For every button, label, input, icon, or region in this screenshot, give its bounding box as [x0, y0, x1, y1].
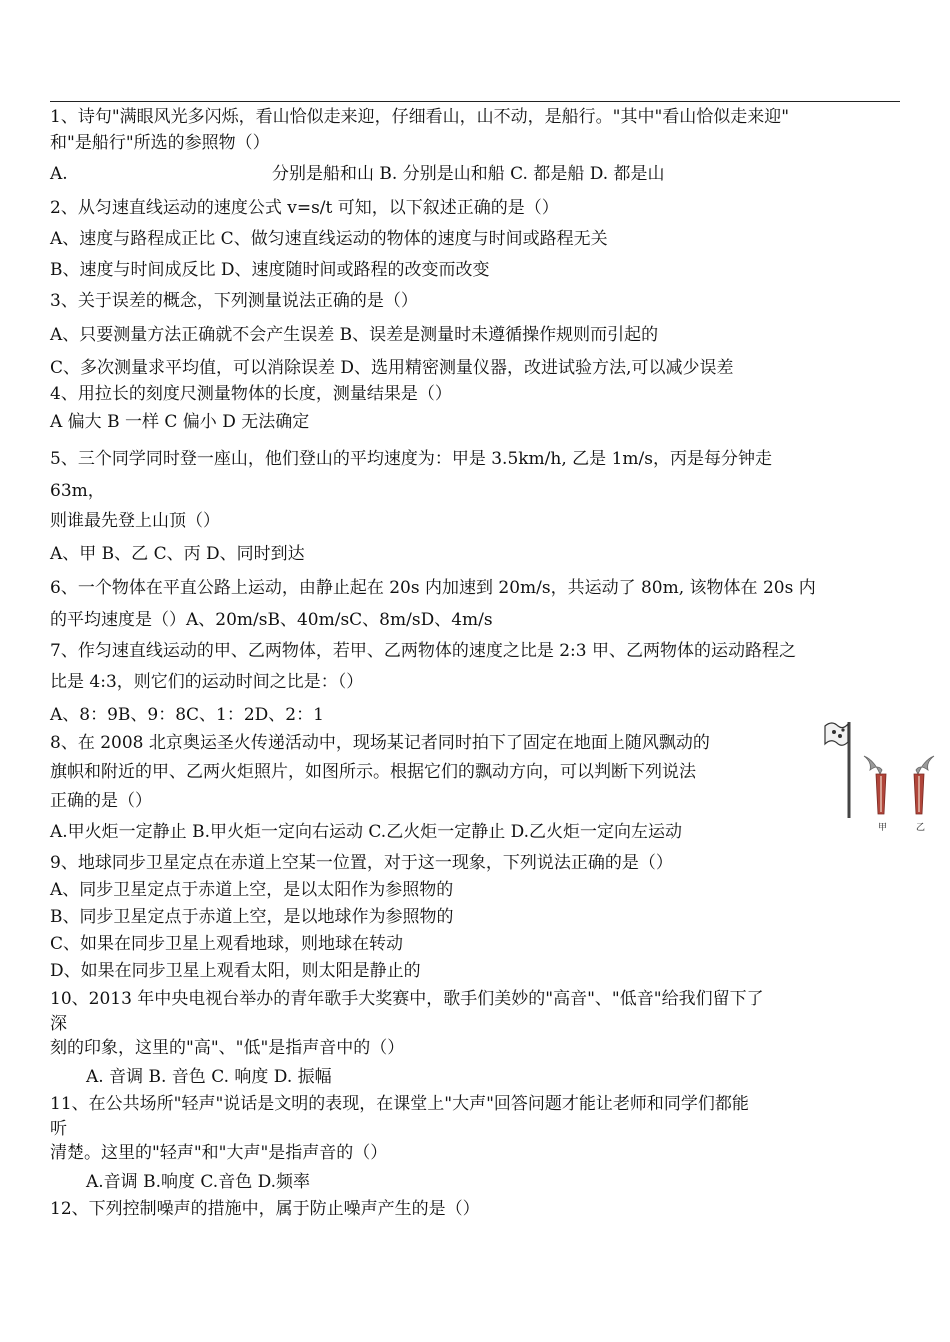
q11-stem-cont: 清楚。这里的"轻声"和"大声"是指声音的（） [50, 1143, 388, 1163]
q8-stem-cont: 旗帜和附近的甲、乙两火炬照片，如图所示。根据它们的飘动方向，可以判断下列说法 [50, 762, 696, 782]
q3-options-cd: C、多次测量求平均值，可以消除误差 D、选用精密测量仪器，改进试验方法,可以减少误差 [50, 358, 734, 378]
q8-stem: 8、在 2008 北京奥运圣火传递活动中，现场某记者同时拍下了固定在地面上随风飘动的 [50, 733, 710, 753]
q10-stem-wrap: 深 [50, 1014, 67, 1034]
q9-stem: 9、地球同步卫星定点在赤道上空某一位置，对于这一现象，下列说法正确的是（） [50, 853, 673, 873]
q10-stem-cont: 刻的印象，这里的"高"、"低"是指声音中的（） [50, 1038, 405, 1058]
q12-stem: 12、下列控制噪声的措施中，属于防止噪声产生的是（） [50, 1199, 480, 1219]
q6-stem-options: 的平均速度是（）A、20m/sB、40m/sC、8m/sD、4m/s [50, 610, 493, 630]
q7-options: A、8：9B、9：8C、1：2D、2：1 [50, 705, 324, 725]
header-rule [50, 101, 900, 102]
q9-option-b: B、同步卫星定点于赤道上空，是以地球作为参照物的 [50, 907, 454, 927]
q11-options: A.音调 B.响度 C.音色 D.频率 [86, 1172, 311, 1192]
q3-stem: 3、关于误差的概念，下列测量说法正确的是（） [50, 291, 418, 311]
q9-option-a: A、同步卫星定点于赤道上空，是以太阳作为参照物的 [50, 880, 454, 900]
label-yi: 乙 [916, 823, 926, 833]
q11-stem: 11、在公共场所"轻声"说话是文明的表现，在课堂上"大声"回答问题才能让老师和同学们都能 [50, 1094, 749, 1114]
q1-stem-cont: 和"是船行"所选的参照物（） [50, 133, 270, 153]
q9-option-c: C、如果在同步卫星上观看地球，则地球在转动 [50, 934, 404, 954]
torch-yi-icon [914, 756, 934, 833]
q5-stem-cont2: 则谁最先登上山顶（） [50, 511, 220, 531]
q8-options: A.甲火炬一定静止 B.甲火炬一定向右运动 C.乙火炬一定静止 D.乙火炬一定向左运动 [50, 822, 683, 842]
q8-stem-cont2: 正确的是（） [50, 791, 152, 811]
q5-stem-cont: 63m， [50, 481, 105, 501]
flag-icon [825, 722, 849, 818]
q7-stem: 7、作匀速直线运动的甲、乙两物体，若甲、乙两物体的速度之比是 2:3 甲、乙两物体的运动路程之 [50, 641, 796, 661]
q9-option-d: D、如果在同步卫星上观看太阳，则太阳是静止的 [50, 961, 421, 981]
q2-stem: 2、从匀速直线运动的速度公式 v=s/t 可知，以下叙述正确的是（） [50, 198, 559, 218]
q10-stem: 10、2013 年中央电视台举办的青年歌手大奖赛中，歌手们美妙的"高音"、"低音"给我们留下了 [50, 989, 764, 1009]
q4-options: A 偏大 B 一样 C 偏小 D 无法确定 [50, 412, 310, 432]
q3-options-ab: A、只要测量方法正确就不会产生误差 B、误差是测量时未遵循操作规则而引起的 [50, 325, 659, 345]
q5-stem: 5、三个同学同时登一座山，他们登山的平均速度为：甲是 3.5km/h, 乙是 1m/s，丙是每分钟走 [50, 449, 772, 469]
label-jia: 甲 [878, 823, 888, 833]
q6-stem: 6、一个物体在平直公路上运动，由静止起在 20s 内加速到 20m/s，共运动了 80m, 该物体在 20s 内 [50, 578, 816, 598]
flag-torch-figure [820, 714, 945, 844]
torch-jia-icon [864, 756, 887, 833]
q1-option-label: A. [50, 164, 68, 184]
q5-options: A、甲 B、乙 C、丙 D、同时到达 [50, 544, 305, 564]
q2-options-bd: B、速度与时间成反比 D、速度随时间或路程的改变而改变 [50, 260, 490, 280]
q4-stem: 4、用拉长的刻度尺测量物体的长度，测量结果是（） [50, 384, 452, 404]
q1-stem: 1、诗句"满眼风光多闪烁，看山恰似走来迎，仔细看山，山不动，是船行。"其中"看山恰似走来迎" [50, 107, 790, 127]
q10-options: A. 音调 B. 音色 C. 响度 D. 振幅 [86, 1067, 332, 1087]
q2-options-ac: A、速度与路程成正比 C、做匀速直线运动的物体的速度与时间或路程无关 [50, 229, 608, 249]
q7-stem-cont: 比是 4:3，则它们的运动时间之比是：（） [50, 672, 364, 692]
q11-stem-wrap: 听 [50, 1119, 67, 1139]
q1-options: 分别是船和山 B. 分别是山和船 C. 都是船 D. 都是山 [272, 164, 665, 184]
